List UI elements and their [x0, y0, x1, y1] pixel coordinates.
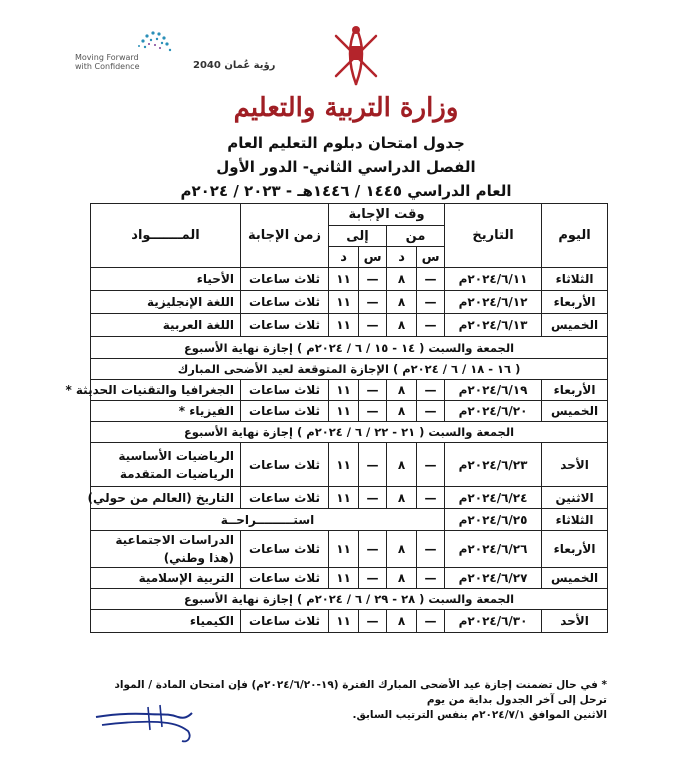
- from-hour-cell: ٨: [387, 291, 417, 314]
- header-duration: زمن الإجابة: [241, 204, 329, 268]
- subject-cell: [91, 268, 241, 291]
- to-hour-cell: ١١: [329, 610, 359, 633]
- from-hour-cell: ٨: [387, 610, 417, 633]
- date-cell: ٢٠٢٤/٦/٢٦م: [445, 531, 542, 568]
- date-cell: ٢٠٢٤/٦/٢٣م: [445, 443, 542, 487]
- from-min-cell: —: [417, 401, 445, 422]
- day-cell: الاثنين: [542, 487, 608, 509]
- subject-name: الأحياء: [196, 272, 234, 286]
- subject-name: اللغة العربية: [162, 318, 234, 332]
- header-from-hour: س: [417, 247, 445, 268]
- subject-name: اللغة الإنجليزية: [147, 295, 234, 309]
- duration-cell: ثلاث ساعات: [241, 314, 329, 337]
- day-cell: الأحد: [542, 443, 608, 487]
- from-hour-cell: ٨: [387, 531, 417, 568]
- to-hour-cell: ١١: [329, 568, 359, 589]
- header-from-min: د: [387, 247, 417, 268]
- from-min-cell: —: [417, 568, 445, 589]
- logo-tagline: with Confidence: [75, 62, 140, 71]
- subject-name: التاريخ (العالم من حولي): [87, 490, 234, 505]
- subject-cell: [91, 443, 241, 487]
- subject-name: الرياضيات الأساسية: [118, 448, 234, 463]
- duration-cell: ثلاث ساعات: [241, 531, 329, 568]
- date-cell: ٢٠٢٤/٦/١٣م: [445, 314, 542, 337]
- day-cell: الأربعاء: [542, 380, 608, 401]
- subject-name: التربية الإسلامية: [138, 571, 234, 585]
- day-cell: الثلاثاء: [542, 268, 608, 291]
- subject-name: الكيمياء: [189, 614, 234, 628]
- table-row: [91, 443, 608, 487]
- day-cell: الخميس: [542, 314, 608, 337]
- to-min-cell: —: [359, 531, 387, 568]
- table-row: [91, 610, 608, 633]
- from-min-cell: —: [417, 268, 445, 291]
- from-min-cell: —: [417, 531, 445, 568]
- subject-cell: [91, 401, 241, 422]
- from-hour-cell: ٨: [387, 268, 417, 291]
- subject-cell: [91, 314, 241, 337]
- to-hour-cell: ١١: [329, 487, 359, 509]
- logo-vision-text: رؤية عُمان 2040: [193, 60, 276, 71]
- table-row: [91, 531, 608, 568]
- table-row: [91, 268, 608, 291]
- day-cell: الأحد: [542, 610, 608, 633]
- subject-cell: [65, 380, 241, 401]
- day-cell: الثلاثاء: [542, 509, 608, 531]
- date-cell: ٢٠٢٤/٦/١٩م: [445, 380, 542, 401]
- band-cell: الجمعة والسبت ( ٢٨ - ٢٩ / ٦ / ٢٠٢٤م ) إجازة نهاية الأسبوع: [91, 589, 608, 610]
- svg-text:Moving Forward: Moving Forward: [75, 53, 139, 62]
- subject-cell: [87, 487, 241, 509]
- day-cell: الخميس: [542, 401, 608, 422]
- from-hour-cell: ٨: [387, 401, 417, 422]
- band-cell: ( ١٦ - ١٨ / ٦ / ٢٠٢٤م ) الإجازة المتوقعة لعيد الأضحى المبارك: [91, 359, 608, 380]
- to-min-cell: —: [359, 568, 387, 589]
- from-min-cell: —: [417, 610, 445, 633]
- table-row: [91, 380, 608, 401]
- oman-vision-logo: [75, 22, 276, 82]
- table-row: [91, 509, 608, 531]
- subject-cell: [91, 531, 241, 568]
- day-cell: الخميس: [542, 568, 608, 589]
- duration-cell: ثلاث ساعات: [241, 380, 329, 401]
- to-hour-cell: ١١: [329, 443, 359, 487]
- subject-name: الجغرافيا والتقنيات الحديثة *: [65, 383, 234, 397]
- subject-cell: [91, 291, 241, 314]
- subject-cell: [91, 610, 241, 633]
- day-cell: الأربعاء: [542, 291, 608, 314]
- from-min-cell: —: [417, 314, 445, 337]
- header-subjects: المـــــــواد: [91, 204, 241, 268]
- to-hour-cell: ١١: [329, 380, 359, 401]
- duration-cell: ثلاث ساعات: [241, 487, 329, 509]
- date-cell: ٢٠٢٤/٦/١١م: [445, 268, 542, 291]
- duration-cell: ثلاث ساعات: [241, 610, 329, 633]
- to-hour-cell: ١١: [329, 531, 359, 568]
- header-to-hour: س: [359, 247, 387, 268]
- exam-schedule-table: [65, 203, 608, 633]
- header-answer-time: وقت الإجابة: [329, 204, 445, 226]
- from-hour-cell: ٨: [387, 487, 417, 509]
- subject-name: الفيزياء *: [178, 404, 234, 418]
- national-emblem-icon: [326, 18, 386, 93]
- band-row: [91, 337, 608, 359]
- table-row: [91, 568, 608, 589]
- subject-name: الدراسات الاجتماعية: [115, 533, 234, 547]
- to-min-cell: —: [359, 443, 387, 487]
- table-row: [91, 291, 608, 314]
- from-hour-cell: ٨: [387, 314, 417, 337]
- academic-year: العام الدراسي ١٤٤٥ / ١٤٤٦هـ - ٢٠٢٣ / ٢٠٢٤م: [180, 182, 512, 200]
- ministry-title: وزارة التربية والتعليم: [233, 93, 459, 123]
- duration-cell: ثلاث ساعات: [241, 568, 329, 589]
- date-cell: ٢٠٢٤/٦/٣٠م: [445, 610, 542, 633]
- header-to: إلى: [329, 226, 387, 247]
- band-cell: الجمعة والسبت ( ٢١ - ٢٢ / ٦ / ٢٠٢٤م ) إجازة نهاية الأسبوع: [91, 422, 608, 443]
- from-min-cell: —: [417, 487, 445, 509]
- band-row: [91, 422, 608, 443]
- to-hour-cell: ١١: [329, 268, 359, 291]
- signature: [88, 695, 238, 755]
- to-min-cell: —: [359, 380, 387, 401]
- from-hour-cell: ٨: [387, 443, 417, 487]
- to-hour-cell: ١١: [329, 291, 359, 314]
- footnote-line-2: الاثنين الموافق ٢٠٢٤/٧/١م بنفس الترتيب السابق.: [352, 709, 607, 721]
- subject-name-2: الرياضيات المتقدمة: [119, 466, 234, 481]
- header-to-min: د: [329, 247, 359, 268]
- header-from: من: [387, 226, 445, 247]
- from-min-cell: —: [417, 291, 445, 314]
- subject-cell: [91, 568, 241, 589]
- day-cell: الأربعاء: [542, 531, 608, 568]
- subject-name-2: (هذا وطني): [163, 551, 234, 565]
- to-min-cell: —: [359, 268, 387, 291]
- table-row: [91, 401, 608, 422]
- date-cell: ٢٠٢٤/٦/٢٧م: [445, 568, 542, 589]
- date-cell: ٢٠٢٤/٦/٢٥م: [445, 509, 542, 531]
- from-hour-cell: ٨: [387, 380, 417, 401]
- date-cell: ٢٠٢٤/٦/١٢م: [445, 291, 542, 314]
- duration-cell: ثلاث ساعات: [241, 291, 329, 314]
- to-min-cell: —: [359, 314, 387, 337]
- semester-title: الفصل الدراسي الثاني- الدور الأول: [216, 158, 476, 176]
- duration-cell: ثلاث ساعات: [241, 443, 329, 487]
- from-hour-cell: ٨: [387, 568, 417, 589]
- rest-cell: استـــــــــراحــة: [91, 509, 445, 531]
- duration-cell: ثلاث ساعات: [241, 268, 329, 291]
- date-cell: ٢٠٢٤/٦/٢٠م: [445, 401, 542, 422]
- footnote-line-1: * في حال تضمنت إجازة عيد الأضحى المبارك الفترة (١٩-٢٠٢٤/٦/٢٠م) فإن امتحان المادة / المواد ترحل إلى آخر الجدول بداية من يوم: [114, 679, 607, 706]
- band-cell: الجمعة والسبت ( ١٤ - ١٥ / ٦ / ٢٠٢٤م ) إجازة نهاية الأسبوع: [91, 337, 608, 359]
- header-day: اليوم: [542, 204, 608, 268]
- document-title: جدول امتحان دبلوم التعليم العام: [227, 134, 465, 152]
- band-row: [91, 359, 608, 380]
- to-min-cell: —: [359, 487, 387, 509]
- to-hour-cell: ١١: [329, 314, 359, 337]
- to-min-cell: —: [359, 291, 387, 314]
- band-row: [91, 589, 608, 610]
- table-row: [91, 487, 608, 509]
- header-date: التاريخ: [445, 204, 542, 268]
- to-hour-cell: ١١: [329, 401, 359, 422]
- from-min-cell: —: [417, 380, 445, 401]
- from-min-cell: —: [417, 443, 445, 487]
- table-row: [91, 314, 608, 337]
- to-min-cell: —: [359, 401, 387, 422]
- duration-cell: ثلاث ساعات: [241, 401, 329, 422]
- date-cell: ٢٠٢٤/٦/٢٤م: [445, 487, 542, 509]
- to-min-cell: —: [359, 610, 387, 633]
